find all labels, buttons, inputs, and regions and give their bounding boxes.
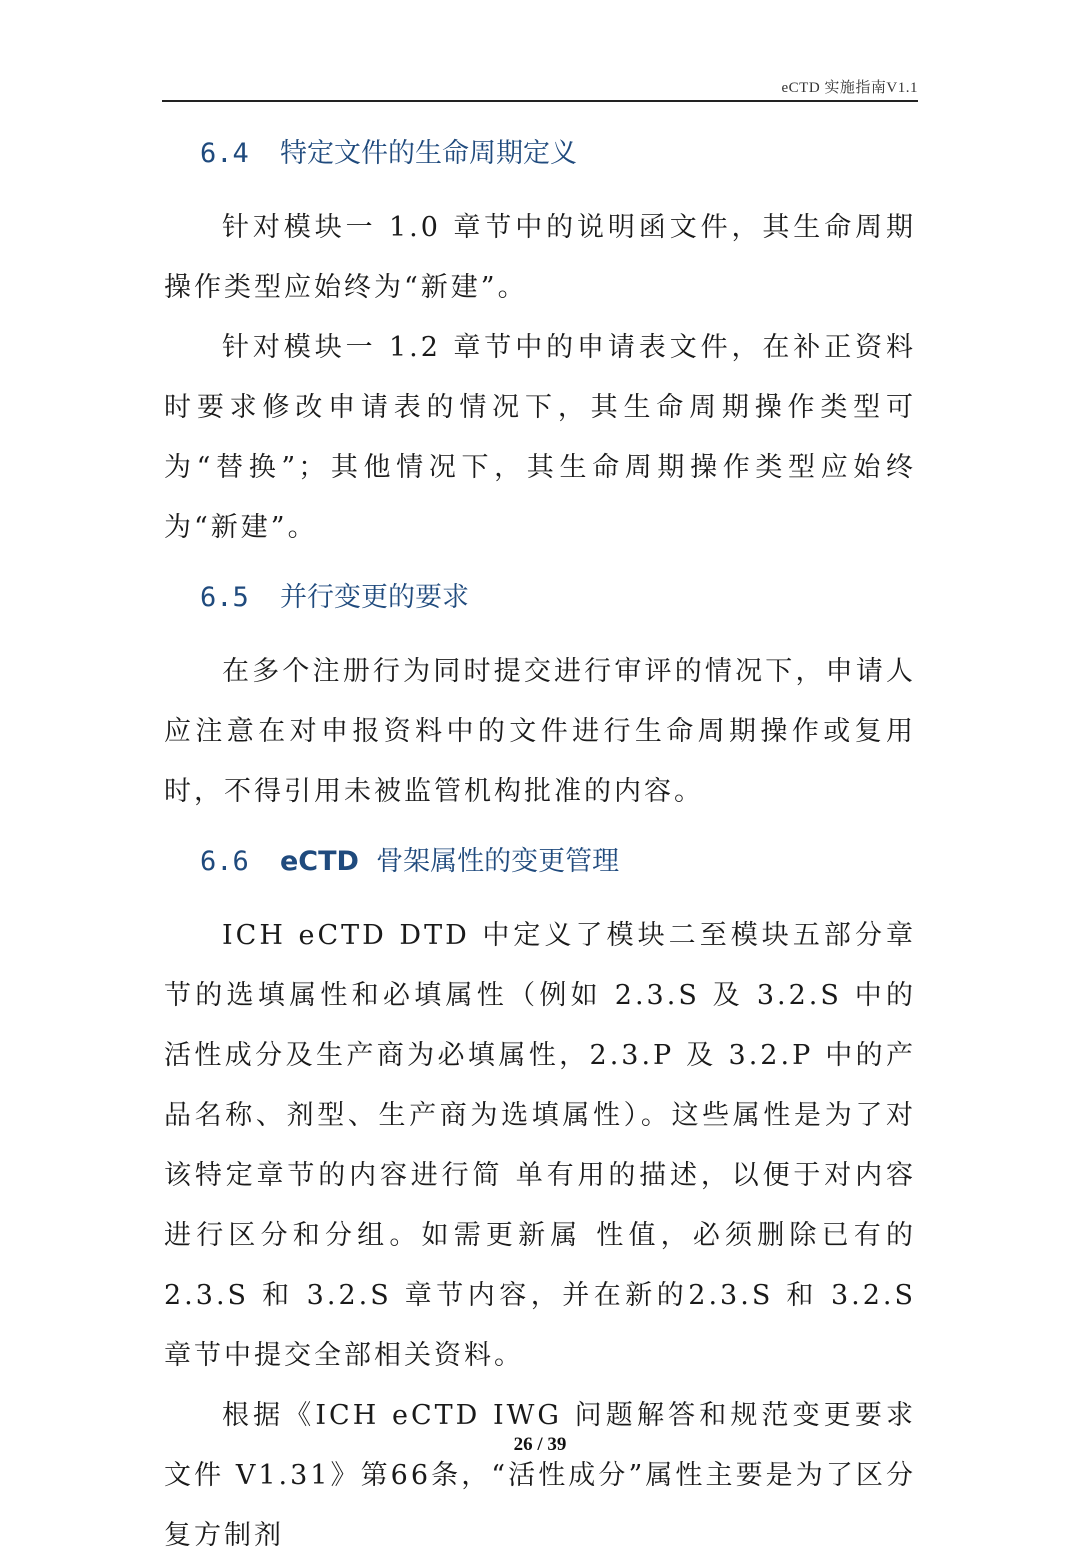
section-title: 骨架属性的变更管理: [376, 846, 620, 877]
page-content: [164, 128, 916, 1566]
header-rule: [162, 100, 918, 102]
section-number: 6.6: [200, 846, 249, 877]
running-header: eCTD 实施指南V1.1: [781, 80, 918, 96]
section-heading-6-5: [164, 572, 916, 624]
section-title-wrapper: [280, 846, 619, 877]
section-title: 并行变更的要求: [280, 582, 469, 613]
paragraph: 在多个注册行为同时提交进行审评的情况下，申请人应注意在对申报资料中的文件进行生命周期操作或复用时，不得引用未被监管机构批准的内容。: [164, 656, 916, 807]
section-number: 6.5: [200, 582, 249, 613]
section-number: 6.4: [200, 138, 249, 169]
paragraph: 根据《ICH eCTD IWG 问题解答和规范变更要求文件 V1.31》第66条，“活性成分”属性主要是为了区分复方制剂: [164, 1400, 916, 1551]
paragraph: ICH eCTD DTD 中定义了模块二至模块五部分章节的选填属性和必填属性（例如 2.3.S 及 3.2.S 中的活性成分及生产商为必填属性，2.3.P 及 3.2.P 中的产品名称、剂型、生产商为选填属性）。这些属性是为了对该特定章节的内容进行简 单有用的描述，以便于对内容进行区分和分组。如需更新属 性值，必须删除已有的 2.3.S 和 3.2.S 章节内容，并在新的2.3.S 和 3.2.S 章节中提交全部相关资料。: [164, 920, 916, 1371]
section-title-latin: eCTD: [280, 846, 359, 877]
paragraph: 针对模块一 1.2 章节中的申请表文件，在补正资料时要求修改申请表的情况下，其生命周期操作类型可为“替换”；其他情况下，其生命周期操作类型应始终为“新建”。: [164, 332, 916, 543]
section-heading-6-6: [164, 836, 916, 888]
paragraph: 针对模块一 1.0 章节中的说明函文件，其生命周期操作类型应始终为“新建”。: [164, 212, 916, 303]
page-number: 26 / 39: [513, 1434, 567, 1455]
section-heading-6-4: [164, 128, 916, 180]
section-title: 特定文件的生命周期定义: [280, 138, 577, 169]
